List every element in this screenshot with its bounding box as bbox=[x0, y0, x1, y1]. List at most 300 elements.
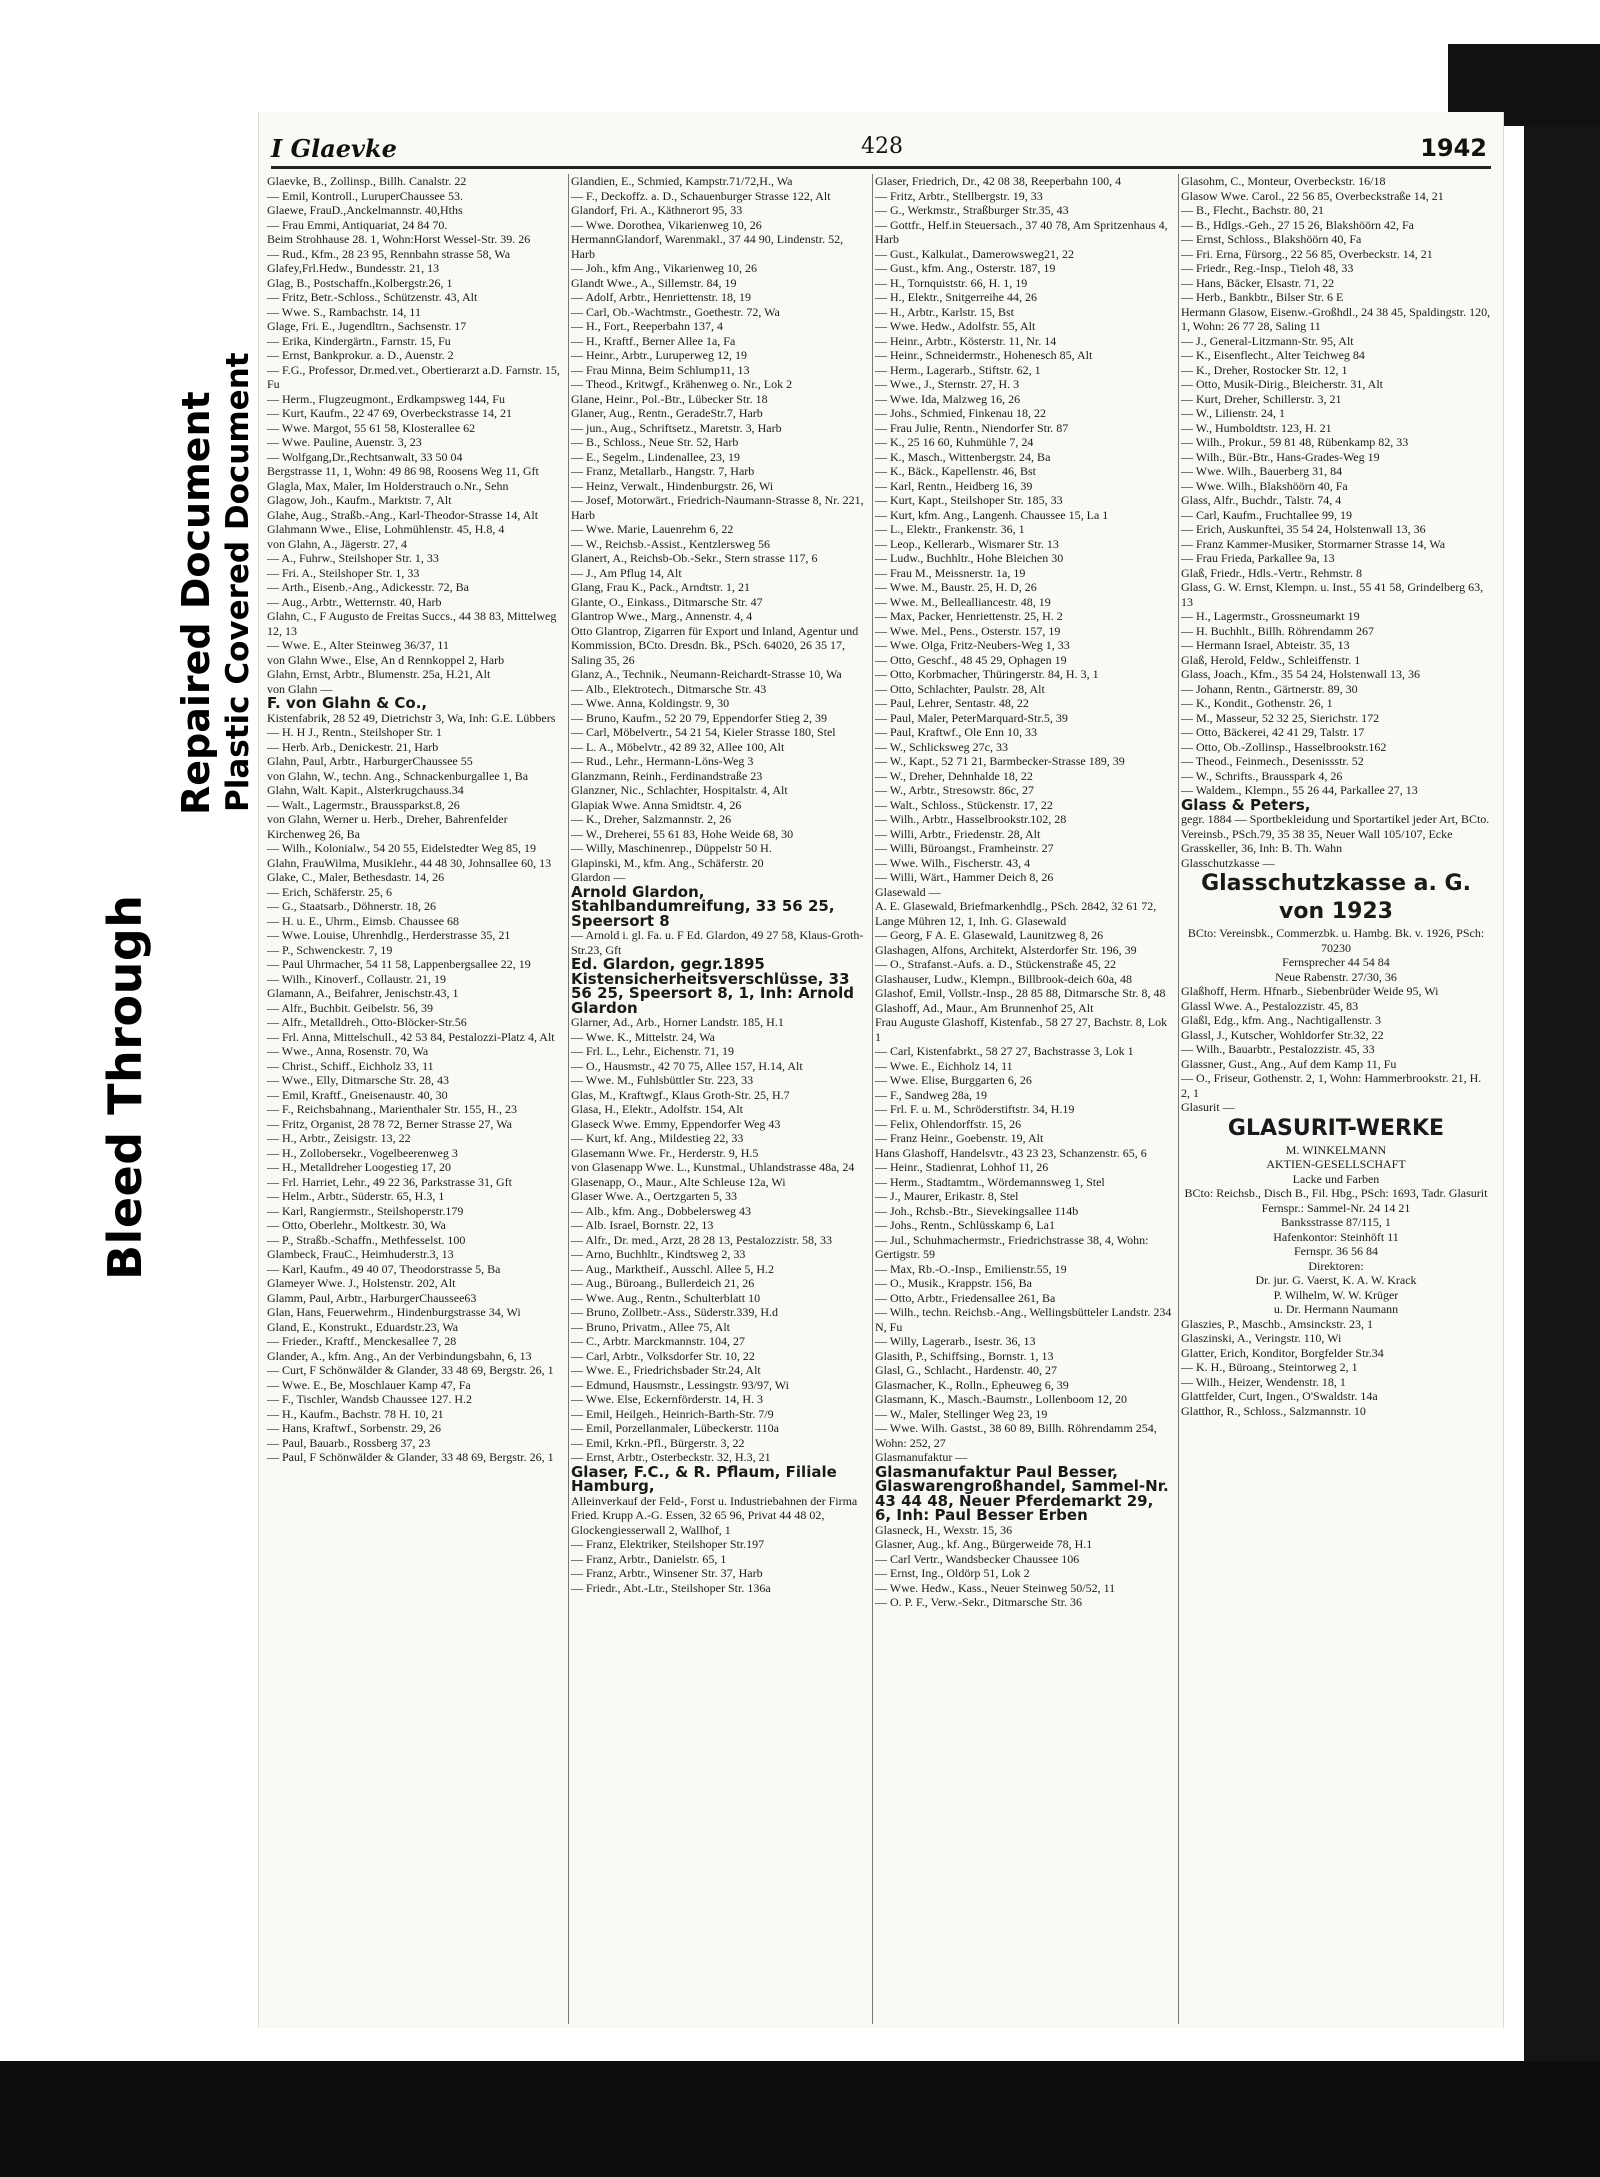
directory-entry: Glaevke, B., Zollinsp., Billh. Canalstr. 22 bbox=[267, 174, 467, 188]
directory-entry: — M., Masseur, 52 32 25, Sierichstr. 172 bbox=[1181, 710, 1380, 725]
directory-entry: Arnold Glardon, Stahlbandumreifung, 33 56 25, Speersort 8 bbox=[571, 882, 835, 930]
directory-entry: Bergstrasse 11, 1, Wohn: 49 86 98, Roosens Weg 11, Gft bbox=[267, 464, 539, 478]
directory-entry: — O. P. F., Verw.-Sekr., Ditmarsche Str. 36 bbox=[875, 1595, 1083, 1609]
directory-entry: — Wwe. Wilh., Bauerberg 31, 84 bbox=[1181, 464, 1343, 478]
directory-entry: — L., Elektr., Frankenstr. 36, 1 bbox=[875, 522, 1025, 536]
directory-entry: — Wwe. Wilh. Gastst., 38 60 89, Billh. Röhrendamm 254, Wohn: 252, 27 bbox=[875, 1421, 1157, 1450]
directory-entry: Glaewe, FrauD.,Anckelmannstr. 40,Hths bbox=[267, 203, 463, 217]
directory-entry: — Otto, Geschf., 48 45 29, Ophagen 19 bbox=[875, 652, 1067, 667]
directory-entry: — H., Elektr., Snitgerreihe 44, 26 bbox=[875, 290, 1037, 304]
directory-entry: — Erich, Auskunftei, 35 54 24, Holstenwall 13, 36 bbox=[1181, 522, 1426, 536]
directory-entry: Glane, Heinr., Pol.-Btr., Lübecker Str. 18 bbox=[571, 391, 768, 406]
directory-entry: — Wwe. M., Fuhlsbüttler Str. 223, 33 bbox=[571, 1073, 754, 1087]
directory-entry: — H. u. E., Uhrm., Eimsb. Chaussee 68 bbox=[267, 913, 459, 928]
directory-entry: — W., Kapt., 52 71 21, Barmbecker-Strasse 189, 39 bbox=[875, 754, 1125, 768]
directory-entry: — Wilh., Bauarbtr., Pestalozzistr. 45, 33 bbox=[1181, 1042, 1375, 1056]
directory-entry: Dr. jur. G. Vaerst, K. A. W. Krack bbox=[1255, 1273, 1417, 1287]
directory-entry: Alleinverkauf der Feld-, Forst u. Industriebahnen der Firma Fried. Krupp A.-G. Essen, 32 65 96, Privat 44 48 02, Glockengiesserwall 2, Wallhof, 1 bbox=[571, 1493, 858, 1537]
directory-entry: — Aug., Büroang., Bullerdeich 21, 26 bbox=[571, 1276, 755, 1290]
directory-entry: Glashauser, Ludw., Klempn., Billbrook-deich 60a, 48 bbox=[875, 971, 1133, 986]
directory-entry: — Alfr., Buchbit. Geibelstr. 56, 39 bbox=[267, 1000, 433, 1015]
directory-entry: Glasewald — bbox=[875, 884, 941, 899]
directory-entry: Glagla, Max, Maler, Im Holderstrauch o.Nr., Sehn bbox=[267, 478, 509, 493]
directory-entry: Glardon — bbox=[571, 870, 626, 884]
directory-entry: — Heinr., Arbtr., Kösterstr. 11, Nr. 14 bbox=[875, 333, 1057, 348]
directory-entry: Glattfelder, Curt, Ingen., O'Swaldstr. 14a bbox=[1181, 1389, 1378, 1403]
directory-entry: — jun., Aug., Schriftsetz., Maretstr. 3, Harb bbox=[571, 420, 782, 435]
directory-entry: — Wwe. Louise, Uhrenhdlg., Herderstrasse 35, 21 bbox=[267, 928, 511, 942]
directory-entry: — Karl, Rangiermstr., Steilshoperstr.179 bbox=[267, 1203, 464, 1218]
directory-entry: Glameyer Wwe. J., Holstenstr. 202, Alt bbox=[267, 1276, 456, 1290]
directory-entry: — B., Schloss., Neue Str. 52, Harb bbox=[571, 435, 739, 449]
directory-entry: Banksstrasse 87/115, 1 bbox=[1281, 1215, 1391, 1229]
directory-entry: Glasenapp, O., Maur., Alte Schleuse 12a, Wi bbox=[571, 1174, 786, 1189]
directory-entry: Glahn, Paul, Arbtr., HarburgerChaussee 55 bbox=[267, 754, 473, 768]
directory-entry: — P., Straßb.-Schaffn., Methfesselst. 100 bbox=[267, 1232, 466, 1247]
directory-entry: — Erika, Kindergärtn., Farnstr. 15, Fu bbox=[267, 333, 451, 348]
directory-entry: — Wwe. Pauline, Auenstr. 3, 23 bbox=[267, 435, 422, 449]
directory-entry: — H., Kaufm., Bachstr. 78 H. 10, 21 bbox=[267, 1406, 444, 1421]
directory-entry: Neue Rabenstr. 27/30, 36 bbox=[1275, 969, 1397, 984]
directory-entry: — Wwe. M., Bellealliancestr. 48, 19 bbox=[875, 594, 1051, 609]
directory-entry: Glasschutzkasse — bbox=[1181, 855, 1275, 870]
directory-entry: — Kurt, kf. Ang., Mildestieg 22, 33 bbox=[571, 1131, 744, 1145]
directory-entry: Glandt Wwe., A., Sillemstr. 84, 19 bbox=[571, 275, 737, 290]
directory-entry: Glasner, Aug., kf. Ang., Bürgerweide 78, H.1 bbox=[875, 1537, 1093, 1551]
directory-entry: — Wwe. E., Alter Steinweg 36/37, 11 bbox=[267, 638, 449, 652]
directory-entry: Lacke und Farben bbox=[1292, 1171, 1380, 1186]
directory-entry: — Rud., Lehr., Hermann-Löns-Weg 3 bbox=[571, 754, 754, 768]
directory-entry: — H., Fort., Reeperbahn 137, 4 bbox=[571, 319, 723, 333]
directory-entry: — Wwe. Else, Eckernförderstr. 14, H. 3 bbox=[571, 1392, 764, 1406]
directory-entry: — C., Arbtr. Marckmannstr. 104, 27 bbox=[571, 1334, 745, 1348]
directory-entry: Frau Auguste Glashoff, Kistenfab., 58 27 27, Bachstr. 8, Lok 1 bbox=[875, 1015, 1168, 1044]
directory-entry: u. Dr. Hermann Naumann bbox=[1273, 1302, 1399, 1316]
directory-entry: — Ernst, Arbtr., Osterbeckstr. 32, H.3, 21 bbox=[571, 1450, 771, 1464]
directory-entry: Glaszies, P., Maschb., Amsinckstr. 23, 1 bbox=[1181, 1316, 1373, 1331]
directory-entry: HermannGlandorf, Warenmakl., 37 44 90, Lindenstr. 52, Harb bbox=[571, 232, 844, 261]
directory-entry: — O., Musik., Krappstr. 156, Ba bbox=[875, 1276, 1032, 1290]
directory-entry: — Wwe. M., Baustr. 25, H. D, 26 bbox=[875, 580, 1037, 594]
directory-entry: — W., Arbtr., Stresowstr. 86c, 27 bbox=[875, 783, 1035, 797]
directory-entry: — B., Hdlgs.-Geh., 27 15 26, Blakshöörn 42, Fa bbox=[1181, 217, 1414, 232]
directory-entry: gegr. 1884 — Sportbekleidung und Sportartikel jeder Art, BCto. Vereinsb., PSch.79, 35 38 35, Neuer Wall 105/107, Ecke Grasskeller, 36, Inh: B. Th. Wahn bbox=[1181, 812, 1490, 855]
directory-entry: — E., Segelm., Lindenallee, 23, 19 bbox=[571, 449, 740, 464]
directory-entry: — Paul, Lehrer, Sentastr. 48, 22 bbox=[875, 696, 1029, 710]
directory-entry: — Wwe. Hedw., Adolfstr. 55, Alt bbox=[875, 319, 1036, 333]
directory-entry: — H. H J., Rentn., Steilshoper Str. 1 bbox=[267, 725, 443, 739]
directory-entry: — Max, Rb.-O.-Insp., Emilienstr.55, 19 bbox=[875, 1261, 1067, 1276]
directory-entry: — Otto, Oberlehr., Moltkestr. 30, Wa bbox=[267, 1218, 446, 1232]
directory-entry: Glang, Frau K., Pack., Arndtstr. 1, 21 bbox=[571, 580, 750, 594]
directory-entry: — Hans, Kraftwf., Sorbenstr. 29, 26 bbox=[267, 1421, 441, 1435]
directory-entry: — Edmund, Hausmstr., Lessingstr. 93/97, Wi bbox=[571, 1377, 789, 1392]
directory-entry: — Bruno, Privatm., Allee 75, Alt bbox=[571, 1319, 730, 1334]
directory-entry: — Franz, Metallarb., Hangstr. 7, Harb bbox=[571, 464, 755, 478]
directory-entry: — Wwe. Elise, Burggarten 6, 26 bbox=[875, 1073, 1032, 1087]
directory-entry: — K., Masch., Wittenbergstr. 24, Ba bbox=[875, 449, 1051, 464]
directory-entry: — Wwe. E., Be, Moschlauer Kamp 47, Fa bbox=[267, 1377, 471, 1392]
directory-entry: — Bruno, Kaufm., 52 20 79, Eppendorfer Stieg 2, 39 bbox=[571, 710, 827, 725]
directory-entry: AKTIEN-GESELLSCHAFT bbox=[1266, 1157, 1406, 1171]
directory-entry: — H., Arbtr., Karlstr. 15, Bst bbox=[875, 304, 1015, 319]
directory-entry: — Alfr., Dr. med., Arzt, 28 28 13, Pestalozzistr. 58, 33 bbox=[571, 1232, 832, 1247]
directory-entry: — Wilh., Arbtr., Hasselbrookstr.102, 28 bbox=[875, 812, 1067, 826]
directory-entry: — Fritz, Betr.-Schloss., Schützenstr. 43, Alt bbox=[267, 290, 478, 304]
directory-entry: — F.G., Professor, Dr.med.vet., Obertierarzt a.D. Farnstr. 15, Fu bbox=[267, 362, 560, 391]
directory-entry: — Herm., Stadtamtm., Wördemannsweg 1, Stel bbox=[875, 1174, 1105, 1189]
directory-entry: — Alb., kfm. Ang., Dobbelersweg 43 bbox=[571, 1203, 751, 1218]
directory-entry: — Heinr., Schneidermstr., Hohenesch 85, Alt bbox=[875, 348, 1093, 362]
directory-entry: — Otto, Bäckerei, 42 41 29, Talstr. 17 bbox=[1181, 725, 1365, 739]
directory-entry: Glandien, E., Schmied, Kampstr.71/72,H., Wa bbox=[571, 174, 793, 188]
label-plastic-covered-document: Plastic Covered Document bbox=[220, 352, 256, 812]
directory-entry: — Heinr., Arbtr., Luruperweg 12, 19 bbox=[571, 348, 747, 362]
directory-entry: Glanz, A., Technik., Neumann-Reichardt-Strasse 10, Wa bbox=[571, 667, 842, 681]
directory-entry: — Willy, Lagerarb., Isestr. 36, 13 bbox=[875, 1334, 1036, 1348]
directory-entry: — H. Buchhlt., Billh. Röhrendamm 267 bbox=[1181, 623, 1374, 638]
directory-entry: Glaseck Wwe. Emmy, Eppendorfer Weg 43 bbox=[571, 1116, 781, 1131]
directory-entry: — Otto, Schlachter, Paulstr. 28, Alt bbox=[875, 681, 1045, 696]
directory-entry: Glafey,Frl.Hedw., Bundesstr. 21, 13 bbox=[267, 261, 440, 275]
directory-entry: Glake, C., Maler, Bethesdastr. 14, 26 bbox=[267, 870, 445, 884]
directory-entry: — Wwe. Dorothea, Vikarienweg 10, 26 bbox=[571, 217, 762, 232]
directory-entry: von Glahn, W., techn. Ang., Schnackenburgallee 1, Ba bbox=[267, 768, 529, 783]
directory-entry: — Otto, Musik-Dirig., Bleicherstr. 31, Alt bbox=[1181, 377, 1383, 391]
directory-entry: — Heinr., Stadienrat, Lohhof 11, 26 bbox=[875, 1160, 1049, 1174]
directory-entry: P. Wilhelm, W. W. Krüger bbox=[1273, 1287, 1399, 1302]
directory-entry: — Wilh., Prokur., 59 81 48, Rübenkamp 82, 33 bbox=[1181, 435, 1409, 449]
directory-entry: Glahn, C., F Augusto de Freitas Succs., 44 38 83, Mittelweg 12, 13 bbox=[267, 609, 557, 638]
directory-entry: — Willy, Maschinenrep., Düppelstr 50 H. bbox=[571, 841, 772, 855]
directory-entry: — Arnold i. gl. Fa. u. F Ed. Glardon, 49 27 58, Klaus-Groth-Str.23, Gft bbox=[571, 928, 864, 957]
directory-entry: — Paul, F Schönwälder & Glander, 33 48 69, Bergstr. 26, 1 bbox=[267, 1450, 554, 1464]
directory-entry: Glaner, Aug., Rentn., GeradeStr.7, Harb bbox=[571, 406, 763, 420]
column-divider bbox=[872, 174, 873, 2024]
directory-entry: Glan, Hans, Feuerwehrm., Hindenburgstrasse 34, Wi bbox=[267, 1305, 521, 1319]
directory-entry: von Glasenapp Wwe. L., Kunstmal., Uhlandstrasse 48a, 24 bbox=[571, 1160, 855, 1174]
directory-entry: — F., Sandweg 28a, 19 bbox=[875, 1087, 988, 1102]
directory-entry: — W., Reichsb.-Assist., Kentzlersweg 56 bbox=[571, 536, 770, 551]
directory-entry: BCto: Reichsb., Disch B., Fil. Hbg., PSch: 1693, Tadr. Glasurit bbox=[1184, 1186, 1488, 1200]
directory-entry: — Otto, Ob.-Zollinsp., Hasselbrookstr.162 bbox=[1181, 739, 1387, 754]
directory-entry: — W., Schrifts., Brausspark 4, 26 bbox=[1181, 768, 1343, 783]
directory-entry: — Kurt, Dreher, Schillerstr. 3, 21 bbox=[1181, 391, 1342, 406]
directory-entry: — Frl. F. u. M., Schröderstiftstr. 34, H.19 bbox=[875, 1102, 1075, 1116]
directory-entry: — K., Eisenflecht., Alter Teichweg 84 bbox=[1181, 348, 1365, 362]
directory-entry: — W., Humboldtstr. 123, H. 21 bbox=[1181, 420, 1332, 435]
directory-entry: — Wwe., J., Sternstr. 27, H. 3 bbox=[875, 377, 1020, 391]
directory-entry: — O., Hausmstr., 42 70 75, Allee 157, H.14, Alt bbox=[571, 1058, 803, 1073]
directory-entry: Glaßhoff, Herm. Hfnarb., Siebenbrüder Weide 95, Wi bbox=[1181, 984, 1439, 998]
directory-entry: — H., Metalldreher Loogestieg 17, 20 bbox=[267, 1160, 451, 1174]
directory-entry: — J., Am Pflug 14, Alt bbox=[571, 565, 682, 580]
directory-entry: — Frau M., Meissnerstr. 1a, 19 bbox=[875, 565, 1026, 580]
directory-entry: — Bruno, Zollbetr.-Ass., Süderstr.339, H.d bbox=[571, 1305, 778, 1319]
directory-entry: — Emil, Kraftf., Gneisenaustr. 40, 30 bbox=[267, 1087, 448, 1102]
directory-entry: Glassl, J., Kutscher, Wohldorfer Str.32, 22 bbox=[1181, 1027, 1384, 1042]
directory-entry: — O., Friseur, Gothenstr. 2, 1, Wohn: Hammerbrookstr. 21, H. 2, 1 bbox=[1181, 1071, 1482, 1100]
directory-entry: — Carl, Möbelvertr., 54 21 54, Kieler Strasse 180, Stel bbox=[571, 725, 836, 739]
directory-entry: Fernsprecher 44 54 84 bbox=[1282, 955, 1390, 969]
directory-entry: Glasemann Wwe. Fr., Herderstr. 9, H.5 bbox=[571, 1145, 759, 1160]
directory-entry: BCto: Vereinsbk., Commerzbk. u. Hambg. Bk. v. 1926, PSch: 70230 bbox=[1187, 926, 1485, 955]
directory-entry: Glahn, Walt. Kapit., Alsterkrugchauss.34 bbox=[267, 783, 464, 797]
directory-entry: — Franz Kammer-Musiker, Stormarner Strasse 14, Wa bbox=[1181, 536, 1446, 551]
directory-entry: Ed. Glardon, gegr.1895 Kistensicherheitsverschlüsse, 33 56 25, Speersort 8, 1, Inh: Arnold Glardon bbox=[571, 955, 854, 1017]
directory-entry: — Fritz, Organist, 28 78 72, Berner Strasse 27, Wa bbox=[267, 1116, 512, 1131]
header-year: 1942 bbox=[1420, 134, 1487, 162]
directory-entry: — W., Lilienstr. 24, 1 bbox=[1181, 406, 1286, 420]
directory-entry: Glasith, P., Schiffsing., Bornstr. 1, 13 bbox=[875, 1348, 1054, 1363]
directory-entry: Glanert, A., Reichsb-Ob.-Sekr., Stern strasse 117, 6 bbox=[571, 551, 818, 565]
directory-entry: — Emil, Kontroll., LuruperChaussee 53. bbox=[267, 188, 463, 203]
directory-entry: — Johs., Schmied, Finkenau 18, 22 bbox=[875, 406, 1046, 420]
directory-entry: Glaß, Herold, Feldw., Schleiffenstr. 1 bbox=[1181, 652, 1361, 667]
directory-entry: Glatthor, R., Schloss., Salzmannstr. 10 bbox=[1181, 1403, 1366, 1418]
directory-entry: — Fritz, Arbtr., Stellbergstr. 19, 33 bbox=[875, 188, 1043, 203]
directory-entry: Glahn, Ernst, Arbtr., Blumenstr. 25a, H.21, Alt bbox=[267, 667, 491, 681]
directory-entry: — Wwe. S., Rambachstr. 14, 11 bbox=[267, 304, 421, 319]
directory-entry: — Wilh., techn. Reichsb.-Ang., Wellingsbütteler Landstr. 234 N, Fu bbox=[875, 1305, 1172, 1334]
directory-entry: Glanzmann, Reinh., Ferdinandstraße 23 bbox=[571, 768, 763, 783]
directory-entry: Hermann Glasow, Eisenw.-Großhdl., 24 38 45, Spaldingstr. 120, 1, Wohn: 26 77 28, Saling 11 bbox=[1181, 304, 1491, 333]
directory-entry: — W., Maler, Stellinger Weg 23, 19 bbox=[875, 1406, 1048, 1421]
directory-entry: — Wwe. Mel., Pens., Osterstr. 157, 19 bbox=[875, 623, 1061, 638]
directory-entry: — K., Dreher, Rostocker Str. 12, 1 bbox=[1181, 362, 1348, 377]
directory-entry: — Ernst, Bankprokur. a. D., Auenstr. 2 bbox=[267, 348, 454, 362]
column-divider bbox=[1178, 174, 1179, 2024]
directory-entry: — H., Tornquiststr. 66, H. 1, 19 bbox=[875, 275, 1028, 290]
column-1 bbox=[267, 174, 565, 2024]
directory-entry: — G., Werkmstr., Straßburger Str.35, 43 bbox=[875, 203, 1069, 217]
directory-entry: — Felix, Ohlendorffstr. 15, 26 bbox=[875, 1116, 1022, 1131]
directory-entry: — Arth., Eisenb.-Ang., Adickesstr. 72, Ba bbox=[267, 580, 469, 594]
directory-entry: Glasmann, K., Masch.-Baumstr., Lollenboom 12, 20 bbox=[875, 1392, 1127, 1406]
directory-entry: — L. A., Möbelvtr., 42 89 32, Allee 100, Alt bbox=[571, 739, 785, 754]
directory-entry: — F., Reichsbahnang., Marienthaler Str. 155, H., 23 bbox=[267, 1102, 518, 1116]
directory-entry: Glaser, Friedrich, Dr., 42 08 38, Reeperbahn 100, 4 bbox=[875, 174, 1122, 188]
directory-entry: — Ernst, Schloss., Blakshöörn 40, Fa bbox=[1181, 232, 1362, 246]
directory-entry: — Willi, Wärt., Hammer Deich 8, 26 bbox=[875, 870, 1054, 884]
directory-entry: — J., Maurer, Erikastr. 8, Stel bbox=[875, 1189, 1019, 1203]
directory-entry: Glass, G. W. Ernst, Klempn. u. Inst., 55 41 58, Grindelberg 63, 13 bbox=[1181, 580, 1484, 609]
directory-entry: — H., Kraftf., Berner Allee 1a, Fa bbox=[571, 333, 736, 348]
directory-entry: Glantrop Wwe., Marg., Annenstr. 4, 4 bbox=[571, 609, 753, 623]
directory-entry: Glashof, Emil, Vollstr.-Insp., 28 85 88, Ditmarsche Str. 8, 48 bbox=[875, 986, 1166, 1000]
directory-entry: — Herb., Bankbtr., Bilser Str. 6 E bbox=[1181, 290, 1344, 304]
directory-entry: Glaser, F.C., & R. Pflaum, Filiale Hamburg, bbox=[571, 1462, 837, 1495]
directory-entry: — Wwe., Elly, Ditmarsche Str. 28, 43 bbox=[267, 1073, 449, 1087]
directory-entry: Glarner, Ad., Arb., Horner Landstr. 185, H.1 bbox=[571, 1015, 784, 1029]
directory-entry: — Adolf, Arbtr., Henriettenstr. 18, 19 bbox=[571, 290, 751, 304]
directory-entry: — Ernst, Ing., Oldörp 51, Lok 2 bbox=[875, 1566, 1030, 1580]
directory-entry: — Wwe. Hedw., Kass., Neuer Steinweg 50/52, 11 bbox=[875, 1580, 1116, 1595]
directory-entry: Glagow, Joh., Kaufm., Marktstr. 7, Alt bbox=[267, 493, 452, 507]
directory-entry: — Kurt, Kapt., Steilshoper Str. 185, 33 bbox=[875, 493, 1063, 507]
directory-entry: Glaszinski, A., Veringstr. 110, Wi bbox=[1181, 1331, 1342, 1345]
scan-edge-right bbox=[1524, 126, 1600, 2061]
directory-entry: — Johann, Rentn., Gärtnerstr. 89, 30 bbox=[1181, 681, 1358, 696]
directory-entry: — Wwe. Wilh., Blakshöörn 40, Fa bbox=[1181, 478, 1348, 493]
directory-entry: — Franz, Arbtr., Danielstr. 65, 1 bbox=[571, 1551, 727, 1566]
directory-entry: Glahn, FrauWilma, Musiklehr., 44 48 30, Johnsallee 60, 13 bbox=[267, 855, 552, 870]
directory-entry: — Carl Vertr., Wandsbecker Chaussee 106 bbox=[875, 1551, 1080, 1566]
directory-entry: Hans Glashoff, Handelsvtr., 43 23 23, Schanzenstr. 65, 6 bbox=[875, 1145, 1147, 1160]
directory-entry: — Heinz, Verwalt., Hindenburgstr. 26, Wi bbox=[571, 478, 774, 493]
directory-entry: M. WINKELMANN bbox=[1285, 1142, 1387, 1157]
directory-entry: — Paul, Bauarb., Rossberg 37, 23 bbox=[267, 1435, 431, 1450]
directory-entry: Gland, E., Konstrukt., Eduardstr.23, Wa bbox=[267, 1319, 459, 1334]
directory-entry: Glander, A., kfm. Ang., An der Verbindungsbahn, 6, 13 bbox=[267, 1348, 532, 1363]
directory-entry: Glapiak Wwe. Anna Smidtstr. 4, 26 bbox=[571, 797, 742, 812]
directory-entry: — Frau Emmi, Antiquariat, 24 84 70. bbox=[267, 217, 448, 232]
directory-entry: — Kurt, kfm. Ang., Langenh. Chaussee 15, La 1 bbox=[875, 507, 1109, 522]
directory-entry: — Carl, Ob.-Wachtmstr., Goethestr. 72, Wa bbox=[571, 304, 780, 319]
directory-entry: Glaß, Friedr., Hdls.-Vertr., Rehmstr. 8 bbox=[1181, 565, 1362, 580]
directory-entry: — Theod., Kritwgf., Krähenweg o. Nr., Lok 2 bbox=[571, 377, 793, 391]
directory-entry: Glass, Alfr., Buchdr., Talstr. 74, 4 bbox=[1181, 493, 1342, 507]
directory-entry: — Herb. Arb., Denickestr. 21, Harb bbox=[267, 739, 439, 754]
directory-entry: — H., Lagermstr., Grossneumarkt 19 bbox=[1181, 609, 1360, 623]
directory-entry: — Theod., Feinmech., Desenissstr. 52 bbox=[1181, 754, 1364, 768]
directory-entry: — K., 25 16 60, Kuhmühle 7, 24 bbox=[875, 435, 1034, 449]
directory-entry: — Wwe. Aug., Rentn., Schulterblatt 10 bbox=[571, 1290, 761, 1305]
directory-entry: A. E. Glasewald, Briefmarkenhdlg., PSch. 2842, 32 61 72, Lange Mühren 12, 1, Inh. G. Glasewald bbox=[875, 899, 1157, 928]
directory-entry: Glaser Wwe. A., Oertzgarten 5, 33 bbox=[571, 1189, 738, 1203]
directory-entry: — Wwe. Olga, Fritz-Neubers-Weg 1, 33 bbox=[875, 638, 1070, 652]
directory-entry: — Frau Frieda, Parkallee 9a, 13 bbox=[1181, 551, 1335, 565]
directory-entry: Glasa, H., Elektr., Adolfstr. 154, Alt bbox=[571, 1102, 743, 1116]
directory-entry: — Willi, Arbtr., Friedenstr. 28, Alt bbox=[875, 826, 1041, 841]
directory-entry: — Wwe. Marie, Lauenrehm 6, 22 bbox=[571, 522, 734, 536]
directory-entry: — Emil, Heilgeh., Heinrich-Barth-Str. 7/9 bbox=[571, 1406, 774, 1421]
directory-entry: — K. H., Büroang., Steintorweg 2, 1 bbox=[1181, 1360, 1358, 1374]
directory-entry: Fernspr. 36 56 84 bbox=[1294, 1244, 1378, 1258]
directory-entry: — Emil, Porzellanmaler, Lübeckerstr. 110a bbox=[571, 1421, 780, 1435]
directory-entry: — Joh., kfm Ang., Vikarienweg 10, 26 bbox=[571, 261, 758, 275]
directory-entry: von 1923 bbox=[1278, 899, 1393, 924]
directory-entry: — F., Tischler, Wandsb Chaussee 127. H.2 bbox=[267, 1392, 473, 1406]
directory-entry: — Wwe. E., Friedrichsbader Str.24, Alt bbox=[571, 1363, 761, 1377]
directory-entry: — Franz, Arbtr., Winsener Str. 37, Harb bbox=[571, 1566, 763, 1580]
directory-entry: — P., Schwenckestr. 7, 19 bbox=[267, 942, 393, 957]
directory-entry: Hafenkontor: Steinhöft 11 bbox=[1273, 1229, 1399, 1244]
directory-entry: — Willi, Büroangst., Framheinstr. 27 bbox=[875, 841, 1054, 855]
directory-entry: Glaßl, Edg., kfm. Ang., Nachtigallenstr. 3 bbox=[1181, 1013, 1381, 1027]
header-running-head: I Glaevke bbox=[271, 134, 397, 163]
directory-entry: — A., Fuhrw., Steilshoper Str. 1, 33 bbox=[267, 551, 439, 565]
directory-entry: — Carl, Kaufm., Fruchtallee 99, 19 bbox=[1181, 507, 1352, 522]
directory-entry: — Arno, Buchhltr., Kindtsweg 2, 33 bbox=[571, 1247, 746, 1261]
directory-entry: — Paul, Maler, PeterMarquard-Str.5, 39 bbox=[875, 710, 1068, 725]
directory-entry: — K., Kondit., Gothenstr. 26, 1 bbox=[1181, 696, 1333, 710]
directory-entry: Glasmanufaktur — bbox=[875, 1450, 968, 1464]
directory-entry: — Carl, Kistenfabrkt., 58 27 27, Bachstrasse 3, Lok 1 bbox=[875, 1044, 1134, 1058]
directory-entry: — B., Flecht., Bachstr. 80, 21 bbox=[1181, 203, 1324, 217]
directory-entry: Kistenfabrik, 28 52 49, Dietrichstr 3, Wa, Inh: G.E. Lübbers bbox=[267, 710, 556, 725]
directory-entry: — Josef, Motorwärt., Friedrich-Naumann-Strasse 8, Nr. 221, Harb bbox=[571, 493, 864, 522]
directory-entry: — W., Dreher, Dehnhalde 18, 22 bbox=[875, 768, 1033, 783]
directory-entry: Beim Strohhause 28. 1, Wohn:Horst Wessel-Str. 39. 26 bbox=[267, 232, 531, 246]
directory-entry: — Karl, Kaufm., 49 40 07, Theodorstrasse 5, Ba bbox=[267, 1261, 501, 1276]
directory-entry: — Carl, Arbtr., Volksdorfer Str. 10, 22 bbox=[571, 1348, 755, 1363]
directory-entry: Glas, M., Kraftwgf., Klaus Groth-Str. 25, H.7 bbox=[571, 1087, 790, 1102]
directory-entry: — Frl. Anna, Mittelschull., 42 53 84, Pestalozzi-Platz 4, Alt bbox=[267, 1029, 555, 1044]
directory-entry: — Frieder., Kraftf., Menckesallee 7, 28 bbox=[267, 1334, 457, 1348]
column-3 bbox=[875, 174, 1173, 2024]
directory-entry: — F., Deckoffz. a. D., Schauenburger Strasse 122, Alt bbox=[571, 188, 831, 203]
directory-entry: — Wilh., Bür.-Btr., Hans-Grades-Weg 19 bbox=[1181, 449, 1380, 464]
directory-entry: — Kurt, Kaufm., 22 47 69, Overbeckstrasse 14, 21 bbox=[267, 406, 512, 420]
directory-entry: Glasow Wwe. Carol., 22 56 85, Overbeckstraße 14, 21 bbox=[1181, 188, 1444, 203]
directory-entry: — K., Bäck., Kapellenstr. 46, Bst bbox=[875, 464, 1036, 478]
directory-entry: Glasl, G., Schlacht., Hardenstr. 40, 27 bbox=[875, 1363, 1057, 1377]
directory-entry: — Fri. Erna, Fürsorg., 22 56 85, Overbeckstr. 14, 21 bbox=[1181, 246, 1433, 261]
directory-entry: — Walt., Schloss., Stückenstr. 17, 22 bbox=[875, 797, 1053, 812]
directory-entry: — Wwe. Wilh., Fischerstr. 43, 4 bbox=[875, 855, 1031, 870]
directory-entry: — Wilh., Heizer, Wendenstr. 18, 1 bbox=[1181, 1374, 1346, 1389]
directory-entry: — J., General-Litzmann-Str. 95, Alt bbox=[1181, 333, 1354, 348]
directory-entry: Otto Glantrop, Zigarren für Export und Inland, Agentur und Kommission, BCto. Dresdn. Bk., PSch. 64020, 26 35 17, Saling 35, 26 bbox=[571, 623, 859, 667]
directory-entry: — Christ., Schiff., Eichholz 33, 11 bbox=[267, 1058, 434, 1073]
directory-entry: — Gottfr., Helf.in Steuersach., 37 40 78, Am Spritzenhaus 4, Harb bbox=[875, 217, 1168, 246]
column-2 bbox=[571, 174, 869, 2024]
directory-entry: Glasmanufaktur Paul Besser, Glaswarengroßhandel, Sammel-Nr. 43 44 48, Neuer Pferdemarkt 29, 6, Inh: Paul Besser Erben bbox=[875, 1462, 1169, 1524]
directory-entry: — Alb., Elektrotech., Ditmarsche Str. 43 bbox=[571, 681, 767, 696]
scan-edge-bottom bbox=[0, 2061, 1600, 2177]
directory-entry: Glante, O., Einkass., Ditmarsche Str. 47 bbox=[571, 594, 763, 609]
directory-entry: Glatter, Erich, Konditor, Borgfelder Str.34 bbox=[1181, 1345, 1384, 1360]
label-bleed-through: Bleed Through bbox=[98, 894, 152, 1280]
directory-entry: — Walt., Lagermstr., Braussparkst.8, 26 bbox=[267, 797, 460, 812]
directory-entry: — Alfr., Metalldreh., Otto-Blöcker-Str.56 bbox=[267, 1015, 467, 1029]
directory-entry: Glashagen, Alfons, Architekt, Alsterdorfer Str. 196, 39 bbox=[875, 942, 1137, 957]
directory-entry: Glasohm, C., Monteur, Overbeckstr. 16/18 bbox=[1181, 174, 1386, 188]
directory-entry: — K., Dreher, Salzmannstr. 2, 26 bbox=[571, 812, 732, 826]
directory-columns bbox=[267, 174, 1495, 2024]
directory-entry: — Hans, Bäcker, Elsastr. 71, 22 bbox=[1181, 275, 1335, 290]
directory-entry: Glass & Peters, bbox=[1181, 795, 1311, 814]
directory-entry: — Jul., Schuhmachermstr., Friedrichstrasse 38, 4, Wohn: Gertigstr. 59 bbox=[875, 1232, 1149, 1261]
directory-entry: von Glahn, Werner u. Herb., Dreher, Bahrenfelder Kirchenweg 26, Ba bbox=[267, 812, 508, 841]
directory-entry: — Friedr., Abt.-Ltr., Steilshoper Str. 136a bbox=[571, 1580, 771, 1595]
directory-entry: — Wwe. Margot, 55 61 58, Klosterallee 62 bbox=[267, 420, 476, 435]
directory-entry: — W., Schlicksweg 27c, 33 bbox=[875, 739, 1008, 754]
directory-entry: — Johs., Rentn., Schlüsskamp 6, La1 bbox=[875, 1218, 1055, 1232]
directory-entry: — Wwe. E., Eichholz 14, 11 bbox=[875, 1058, 1013, 1073]
directory-entry: Glapinski, M., kfm. Ang., Schäferstr. 20 bbox=[571, 855, 764, 870]
directory-entry: — Wilh., Kinoverf., Collaustr. 21, 19 bbox=[267, 971, 446, 986]
directory-entry: Glahe, Aug., Straßb.-Ang., Karl-Theodor-Strasse 14, Alt bbox=[267, 507, 539, 522]
directory-entry: Glasmacher, K., Rolln., Epheuweg 6, 39 bbox=[875, 1377, 1069, 1392]
directory-entry: — Helm., Arbtr., Süderstr. 65, H.3, 1 bbox=[267, 1189, 445, 1203]
directory-entry: — Franz, Elektriker, Steilshoper Str.197 bbox=[571, 1537, 765, 1551]
directory-entry: von Glahn, A., Jägerstr. 27, 4 bbox=[267, 536, 407, 551]
directory-entry: Glassner, Gust., Ang., Auf dem Kamp 11, Fu bbox=[1181, 1056, 1397, 1071]
column-4 bbox=[1181, 174, 1491, 2024]
directory-entry: — Leop., Kellerarb., Wismarer Str. 13 bbox=[875, 536, 1059, 551]
directory-entry: — G., Staatsarb., Döhnerstr. 18, 26 bbox=[267, 899, 436, 913]
directory-entry: — Wwe. Anna, Koldingstr. 9, 30 bbox=[571, 696, 730, 710]
directory-entry: Fernspr.: Sammel-Nr. 24 14 21 bbox=[1261, 1200, 1411, 1215]
directory-entry: — Friedr., Reg.-Insp., Tieloh 48, 33 bbox=[1181, 261, 1354, 275]
directory-entry: — Max, Packer, Henriettenstr. 25, H. 2 bbox=[875, 609, 1063, 623]
directory-entry: — Fri. A., Steilshoper Str. 1, 33 bbox=[267, 565, 420, 580]
directory-entry: — Karl, Rentn., Heidberg 16, 39 bbox=[875, 478, 1033, 493]
directory-entry: — Herm., Lagerarb., Stiftstr. 62, 1 bbox=[875, 362, 1041, 377]
directory-page bbox=[258, 112, 1504, 2028]
